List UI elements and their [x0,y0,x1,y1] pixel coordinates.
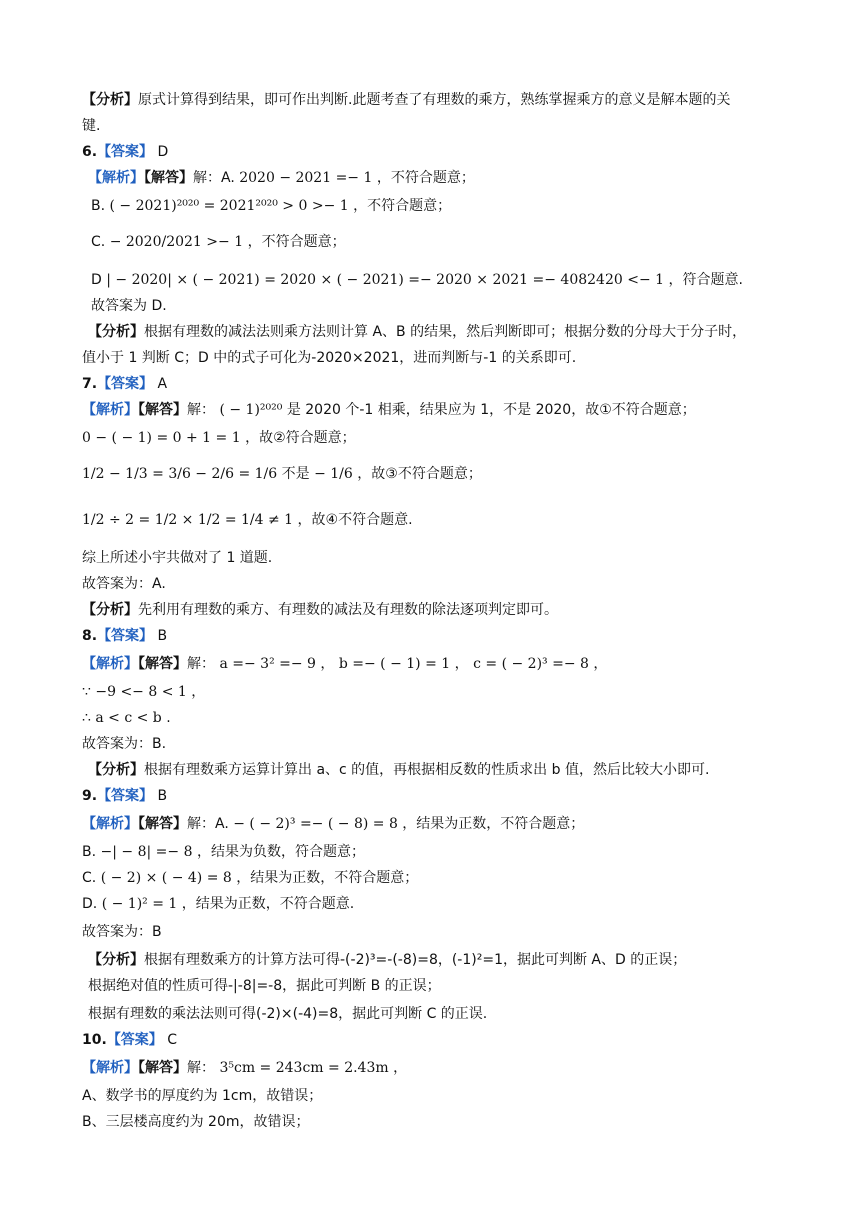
math-expression: ∴ a < c < b [82,710,162,726]
analysis-tag: 【解析】 [82,402,138,418]
math-expression: − ( − 2)³ =− ( − 8) = 8 [233,816,398,832]
text-run: 故答案为：B [82,924,162,940]
section-tag: 【分析】 [88,952,144,968]
text-line [82,348,782,368]
text-run: ，符合题意. [664,272,743,288]
text-run: 故答案为 D. [91,298,167,314]
text-run: ，结果为正数，不符合题意； [231,870,419,886]
text-run: 解：A. [187,816,234,832]
text-run: A、数学书的厚度约为 1cm，故错误； [82,1088,323,1104]
text-run: 综上所述小宇共做对了 1 道题. [82,550,273,566]
text-line [82,682,782,702]
math-expression: ∵ −9 <− 8 < 1 [82,684,187,700]
text-run: D. [82,896,102,912]
text-line [82,708,782,728]
text-run: ， [315,656,339,672]
text-line [82,868,782,888]
section-tag: 【分析】 [82,92,138,108]
section-tag: 【解答】 [138,402,187,418]
analysis-tag: 【解析】 [82,656,138,672]
text-run: C. [91,234,110,250]
text-run: 根据有理数的乘法法则可得(-2)×(-4)=8，据此可判断 C 的正误. [88,1006,488,1022]
math-expression: −| − 8| =− 8 [100,844,193,860]
text-run: 原式计算得到结果，即可作出判断.此题考查了有理数的乘方，熟练掌握乘方的意义是解本题的关 [138,92,731,108]
text-line [82,574,782,594]
text-run: D [91,272,107,288]
question-number: 10. [82,1032,107,1048]
text-run: 故答案为：B. [82,736,167,752]
text-line [88,760,788,780]
text-line [82,548,782,568]
text-run: 解：A. [193,170,240,186]
text-run: ， [450,656,474,672]
text-run: D [153,144,169,160]
text-run: 解： [187,656,220,672]
text-line [91,270,791,290]
answer-tag: 【答案】 [97,788,154,804]
text-run: B [153,788,168,804]
text-run: ，结果为正数，不符合题意. [177,896,355,912]
analysis-tag: 【解析】 [82,1060,138,1076]
answer-tag: 【答案】 [97,144,154,160]
text-run: 根据有理数的减法法则乘方法则计算 A、B 的结果，然后判断即可；根据分数的分母大于分子时， [144,324,747,340]
text-run: 故答案为：A. [82,576,166,592]
math-expression: ( − 1)²⁰²⁰ [219,402,283,418]
text-line [91,296,791,316]
text-line [82,842,782,862]
section-tag: 【分析】 [82,602,138,618]
math-expression: 0 − ( − 1) = 0 + 1 = 1 [82,430,241,446]
text-line [82,1086,782,1106]
analysis-tag: 【解析】 [82,816,138,832]
question-number: 9. [82,788,98,804]
math-expression: 1/2 ÷ 2 = 1/2 × 1/2 = 1/4 ≠ 1 [82,512,294,528]
text-run: ，故④不符合题意. [293,512,413,528]
text-run: 不是 [277,466,315,482]
text-run: B. [91,198,110,214]
math-expression: − 1/6 [314,466,353,482]
text-line [82,626,782,646]
text-run: 先利用有理数的乘方、有理数的减法及有理数的除法逐项判定即可。 [138,602,558,618]
text-run: B [153,628,168,644]
text-run: ，故②符合题意； [240,430,356,446]
math-expression: − 2020/2021 >− 1 [109,234,244,250]
section-tag: 【解答】 [138,656,187,672]
text-line [82,1112,782,1132]
text-line [82,814,782,834]
section-tag: 【解答】 [138,1060,187,1076]
text-line [82,116,782,136]
text-line [88,168,788,188]
text-run: 根据绝对值的性质可得-|-8|=-8，据此可判断 B 的正误； [88,978,441,994]
text-run: ， [588,656,608,672]
text-run: C [162,1032,178,1048]
text-run: ，不符合题意； [243,234,346,250]
answer-tag: 【答案】 [97,628,154,644]
text-run: 值小于 1 判断 C；D 中的式子可化为-2020×2021，进而判断与-1 的关系即可. [82,350,577,366]
math-expression: 2020 − 2021 =− 1 [239,170,373,186]
text-line [88,1004,788,1024]
text-run: ， [388,1060,408,1076]
text-line [91,196,791,216]
math-expression: c = ( − 2)³ =− 8 [473,656,589,672]
text-run: ，故③不符合题意； [352,466,482,482]
text-run: ，结果为负数，符合题意； [192,844,365,860]
text-line [82,510,782,530]
section-tag: 【解答】 [138,816,187,832]
text-run: ，不符合题意； [348,198,452,214]
analysis-tag: 【解析】 [88,170,144,186]
text-line [82,90,782,110]
math-expression: a =− 3² =− 9 [219,656,316,672]
text-run: A [153,376,168,392]
text-run: 键. [82,118,101,134]
answer-tag: 【答案】 [97,376,154,392]
text-run: . [161,710,171,726]
math-expression: 1/2 − 1/3 = 3/6 − 2/6 = 1/6 [82,466,278,482]
question-number: 8. [82,628,98,644]
text-line [82,600,782,620]
text-line [82,654,782,674]
math-expression: | − 2020| × ( − 2021) = 2020 × ( − 2021) =− 2020 × 2021 =− 4082420 <− 1 [106,272,665,288]
text-run: 根据有理数乘方的计算方法可得-(-2)³=-(-8)=8，(-1)²=1，据此可判断 A、D 的正误； [144,952,687,968]
text-run: ，不符合题意； [372,170,475,186]
text-run: C. [82,870,101,886]
text-run: ， [186,684,206,700]
text-line [82,734,782,754]
math-expression: b =− ( − 1) = 1 [338,656,451,672]
question-number: 7. [82,376,98,392]
text-run: B、三层楼高度约为 20m，故错误； [82,1114,310,1130]
answer-tag: 【答案】 [106,1032,163,1048]
text-line [88,950,788,970]
text-line [91,232,791,252]
text-line [82,464,782,484]
text-line [82,922,782,942]
text-run: 解： [187,1060,220,1076]
text-run: 根据有理数乘方运算计算出 a、c 的值，再根据相反数的性质求出 b 值，然后比较大小即可. [144,762,710,778]
text-run: 解： [187,402,220,418]
text-line [82,894,782,914]
text-run: ，结果为正数，不符合题意； [397,816,585,832]
math-expression: ( − 2) × ( − 4) = 8 [100,870,232,886]
section-tag: 【解答】 [144,170,193,186]
section-tag: 【分析】 [88,762,144,778]
text-line [82,1030,782,1050]
text-line [88,976,788,996]
math-expression: ( − 2021)²⁰²⁰ = 2021²⁰²⁰ > 0 >− 1 [109,198,349,214]
question-number: 6. [82,144,98,160]
text-line [82,786,782,806]
text-line [82,374,782,394]
math-expression: 3⁵cm = 243cm = 2.43m [219,1060,389,1076]
text-line [82,428,782,448]
text-line [82,400,782,420]
math-expression: ( − 1)² = 1 [101,896,178,912]
text-line [82,1058,782,1078]
text-line [88,322,788,342]
section-tag: 【分析】 [88,324,144,340]
text-run: B. [82,844,101,860]
text-line [82,142,782,162]
text-run: 是 2020 个-1 相乘，结果应为 1，不是 2020，故①不符合题意； [282,402,696,418]
